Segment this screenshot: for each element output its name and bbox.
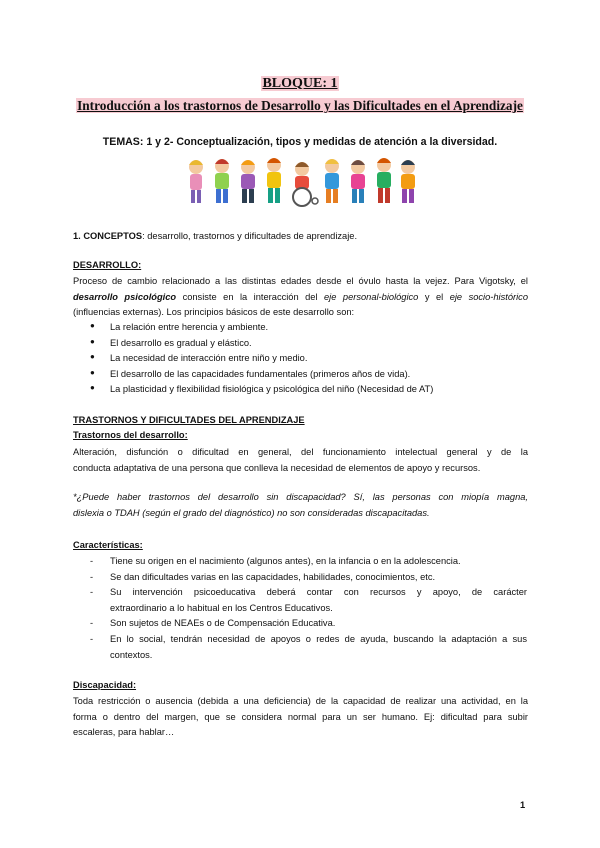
temas-heading: TEMAS: 1 y 2- Conceptualización, tipos y medidas de atención a la diversidad. bbox=[102, 136, 498, 148]
trastornos-subheading: Trastornos del desarrollo: bbox=[73, 430, 188, 440]
discapacidad-paragraph: Toda restricción o ausencia (debida a una deficiencia) de la capacidad de realizar una actividad, en la forma o dentro del margen, que se considera normal para un ser humano. Ej: dificultad para subir escaleras, para hablar… bbox=[73, 696, 528, 738]
wheelchair-child-figure bbox=[293, 162, 318, 206]
child-figure bbox=[241, 160, 255, 203]
children-illustration bbox=[182, 155, 418, 207]
child-figure bbox=[377, 158, 391, 203]
bloque-subtitle: Introducción a los trastornos de Desarrollo y las Dificultades en el Aprendizaje bbox=[77, 98, 523, 113]
child-figure bbox=[325, 159, 339, 203]
page-number: 1 bbox=[520, 800, 526, 810]
trastornos-paragraph: Alteración, disfunción o dificultad en general, del funcionamiento intelectual general y de la conducta adaptativa de una persona que conlleva la necesidad de elementos de apoyo y recursos. bbox=[73, 447, 528, 473]
child-figure bbox=[189, 160, 203, 203]
document-page: BLOQUE: 1 Introducción a los trastornos de Desarrollo y las Dificultades en el Aprendizaje TEMAS: 1 y 2- Conceptualización, tipos y medidas de atención a la diversidad. 1. CONCEPTOS: desarrollo, trastornos y dificultades de aprendizaje. DESARROLLO: Proceso de cambio relacionado a las distintas edades desde el óvulo hasta la vejez. Para Vigotsky, el desarrollo psicológico consiste en la interacción del eje personal-biológico y el eje socio-histórico (influencias externas). Los principios básicos de este desarrollo son: ● La relación entre herencia y ambiente. ● El desarrollo es gradual y elástico. ● La necesidad de interacción entre niño y medio. ● El desarrollo de las capacidades fundamentales (primeros años de vida). ● La plasticidad y flexibilidad fisiológica y psicológica del niño (Necesidad de AT) TRASTORNOS Y DIFICULTADES DEL APRENDIZAJE Trastornos del desarrollo: Alteración, disfunción o dificultad en general, del funcionamiento intelectual general y de la conducta adaptativa de una persona que conlleva la necesidad de elementos de apoyo y recursos. *¿Puede haber trastornos del desarrollo sin discapacidad? Sí, las personas con miopía magna, dislexia o TDAH (según el grado del diagnóstico) no son consideradas discapacitadas. Características: - Tiene su origen en el nacimiento (algunos antes), en la infancia o en la adolescencia. - Se dan dificultades varias en las capacidades, habilidades, conocimientos, etc. - Su intervención psicoeducativa deberá contar con recursos y apoyo, de carácter extraordinario a lo habitual en los Centros Educativos. - Son sujetos de NEAEs o de Compensación Educativa. - En lo social, tendrán necesidad de apoyos o redes de ayuda, buscando la adaptación a sus contextos. Discapacidad: Toda restricción o ausencia (debida a una deficiencia) de la capacidad de realizar una actividad, en la forma o dentro del margen, que se considera normal para un ser humano. Ej: dificultad para subir escaleras, para hablar… 1 bbox=[0, 0, 600, 848]
desarrollo-paragraph: Proceso de cambio relacionado a las distintas edades desde el óvulo hasta la vejez. Para Vigotsky, el desarrollo psicológico consiste en la interacción del eje personal-biológico y el eje socio-histórico (influencias externas). Los principios básicos de este desarrollo son: bbox=[73, 276, 528, 318]
trastornos-heading: TRASTORNOS Y DIFICULTADES DEL APRENDIZAJE bbox=[73, 415, 305, 425]
caracteristicas-heading: Características: bbox=[73, 540, 143, 550]
desarrollo-heading: DESARROLLO: bbox=[73, 260, 142, 270]
child-figure bbox=[351, 160, 365, 203]
discapacidad-heading: Discapacidad: bbox=[73, 680, 137, 690]
bloque-title: BLOQUE: 1 bbox=[262, 76, 338, 91]
child-figure bbox=[215, 159, 229, 203]
child-figure bbox=[267, 158, 281, 203]
trastornos-note: *¿Puede haber trastornos del desarrollo sin discapacidad? Sí, las personas con miopía magna, dislexia o TDAH (según el grado del diagnóstico) no son consideradas discapacitadas. bbox=[73, 492, 528, 518]
section-conceptos: 1. CONCEPTOS: desarrollo, trastornos y dificultades de aprendizaje. bbox=[73, 231, 358, 241]
child-figure bbox=[401, 160, 415, 203]
